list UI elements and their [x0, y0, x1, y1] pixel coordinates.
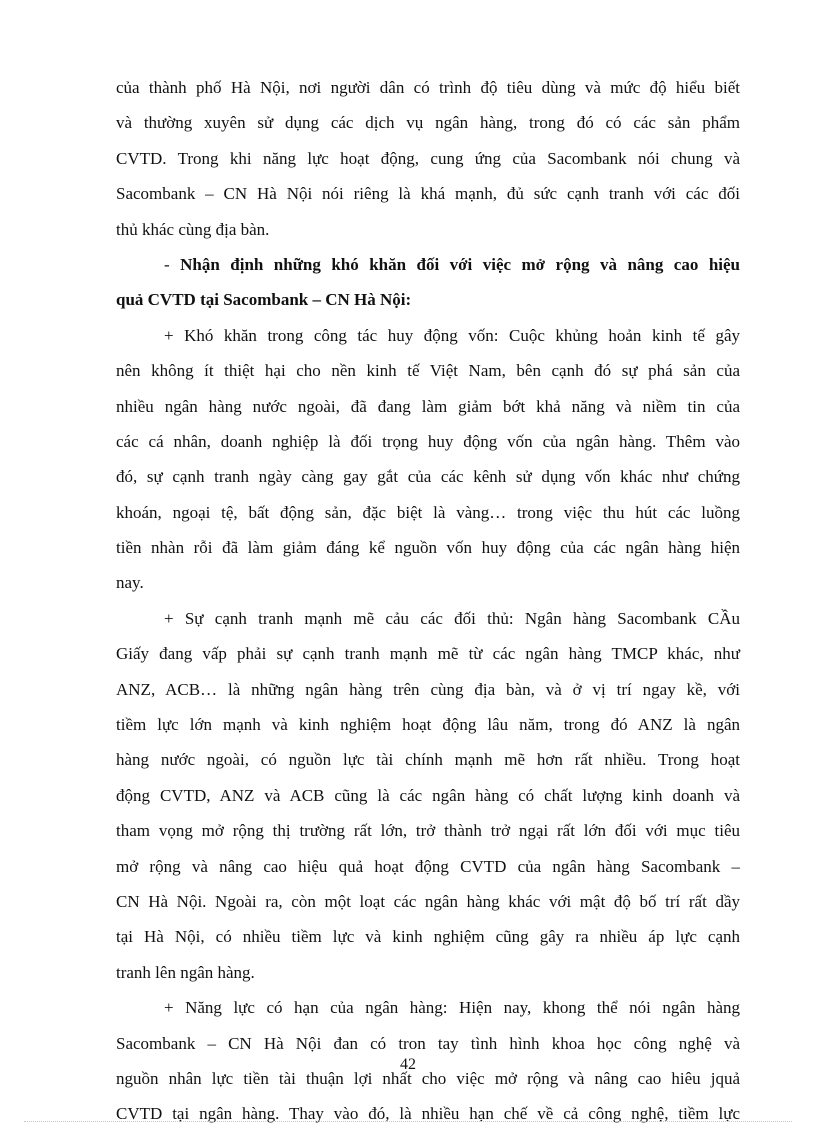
- text-line: nay.: [116, 573, 144, 593]
- text-line: hàng nước ngoài, có nguồn lực tài chính mạnh mẽ hơn rất nhiều. Trong hoạt: [116, 750, 740, 770]
- heading-dash: -: [164, 254, 181, 274]
- text-line: tham vọng mở rộng thị trường rất lớn, trở thành trở ngại rất lớn đối với mục tiêu: [116, 821, 740, 841]
- text-line: thủ khác cùng địa bàn.: [116, 219, 270, 239]
- text-line: Sacombank – CN Hà Nội đan có tron tay tình hình khoa học công nghệ và: [116, 1033, 740, 1053]
- section-heading: [116, 247, 740, 318]
- text-line: nhiều ngân hàng nước ngoài, đã đang làm giảm bớt khả năng và niềm tin của: [116, 396, 740, 416]
- text-line: và thường xuyên sử dụng các dịch vụ ngân hàng, trong đó có các sản phẩm: [116, 113, 740, 133]
- text-line: tiền nhàn rỗi đã làm giảm đáng kể nguồn vốn huy động của các ngân hàng hiện: [116, 538, 740, 558]
- page-number: 42: [400, 1056, 416, 1073]
- text-line: tranh lên ngân hàng.: [116, 962, 255, 982]
- text-line: khoán, ngoại tệ, bất động sản, đặc biệt là vàng… trong việc thu hút các luồng: [116, 502, 740, 522]
- page-border: [24, 1121, 792, 1122]
- text-line: tại Hà Nội, có nhiều tiềm lực và kinh nghiệm cũng gây ra nhiều áp lực cạnh: [116, 927, 740, 947]
- text-line: ANZ, ACB… là những ngân hàng trên cùng địa bàn, và ở vị trí ngay kề, với: [116, 679, 740, 699]
- text-line: [116, 247, 740, 282]
- text-line: các cá nhân, doanh nghiệp là đối trọng huy động vốn của ngân hàng. Thêm vào: [116, 431, 740, 451]
- text-line: + Sự cạnh tranh mạnh mẽ cảu các đối thủ: Ngân hàng Sacombank CẦu: [164, 608, 740, 628]
- text-line: CVTD. Trong khi năng lực hoạt động, cung ứng của Sacombank nói chung và: [116, 148, 740, 168]
- text-line: CN Hà Nội. Ngoài ra, còn một loạt các ngân hàng khác với mật độ bố trí rất dầy: [116, 891, 740, 911]
- text-line: đó, sự cạnh tranh ngày càng gay gắt của các kênh sử dụng vốn khác như chứng: [116, 467, 740, 487]
- text-line: nguồn nhân lực tiền tài thuận lợi nhất cho việc mở rộng và nâng cao hiêu jquả: [116, 1068, 740, 1088]
- text-line: + Khó khăn trong công tác huy động vốn: Cuộc khủng hoản kinh tế gây: [164, 325, 740, 345]
- text-line: động CVTD, ANZ và ACB cũng là các ngân hàng có chất lượng kinh doanh và: [116, 785, 740, 805]
- text-line: CVTD tại ngân hàng. Thay vào đó, là nhiều hạn chế về cả công nghệ, tiềm lực: [116, 1104, 740, 1124]
- document-body: [116, 70, 740, 1132]
- text-line: quả CVTD tại Sacombank – CN Hà Nội:: [116, 290, 412, 310]
- text-line: Giấy đang vấp phải sự cạnh tranh mạnh mẽ từ các ngân hàng TMCP khác, như: [116, 644, 740, 664]
- text-line: tiềm lực lớn mạnh và kinh nghiệm hoạt động lâu năm, trong đó ANZ là ngân: [116, 715, 740, 735]
- heading-text: Nhận định những khó khăn đối với việc mở rộng và nâng cao hiệu: [180, 254, 740, 274]
- text-line: Sacombank – CN Hà Nội nói riêng là khá mạnh, đủ sức cạnh tranh với các đối: [116, 184, 740, 204]
- paragraph-competition: [116, 601, 740, 990]
- text-line: mở rộng và nâng cao hiệu quả hoạt động CVTD của ngân hàng Sacombank –: [116, 856, 740, 876]
- text-line: của thành phố Hà Nội, nơi người dân có trình độ tiêu dùng và mức độ hiểu biết: [116, 78, 740, 97]
- text-line: + Năng lực có hạn của ngân hàng: Hiện nay, khong thể nói ngân hàng: [164, 998, 740, 1018]
- paragraph-intro: [116, 70, 740, 247]
- text-line: nên không ít thiệt hại cho nền kinh tế Việt Nam, bên cạnh đó sự phá sản của: [116, 361, 740, 381]
- paragraph-capital-mobilization: [116, 318, 740, 601]
